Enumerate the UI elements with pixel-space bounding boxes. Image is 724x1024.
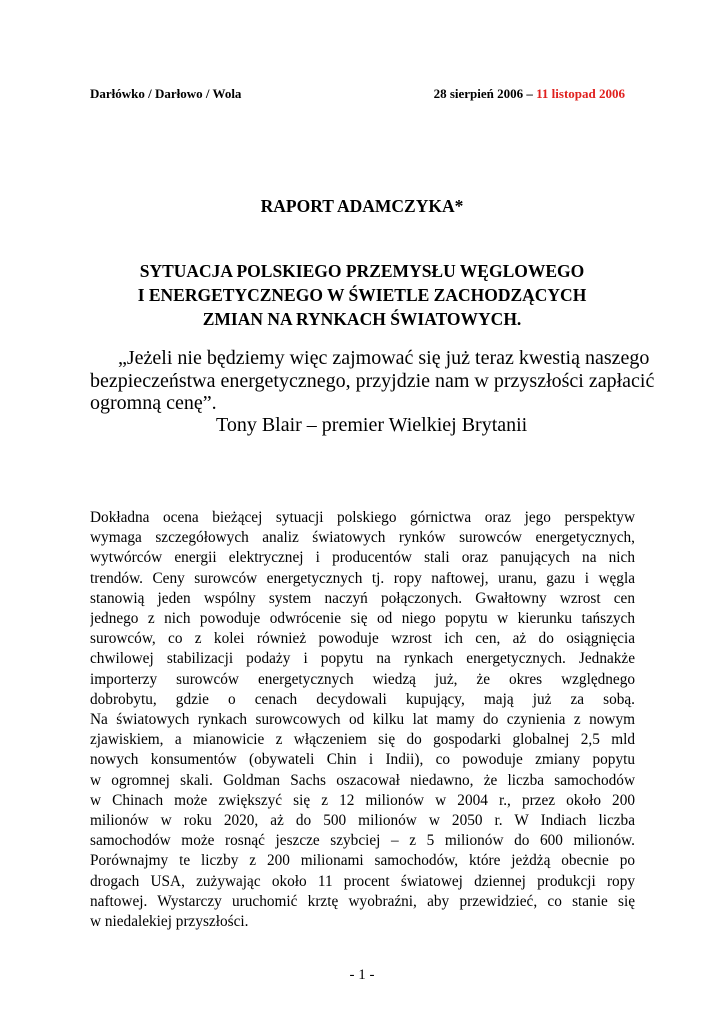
header-date-start: 28 sierpień 2006 – <box>433 86 537 101</box>
header-date-end: 11 listopad 2006 <box>536 86 625 101</box>
body-line: jednego z nich powoduje odwrócenie się od niego popytu w kierunku tańszych <box>90 610 635 628</box>
body-line: stanowią jeden wspólny system naczyń połączonych. Gwałtowny wzrost cen <box>90 589 635 607</box>
header-dates <box>434 86 625 102</box>
quote-author: Tony Blair – premier Wielkiej Brytanii <box>216 414 528 436</box>
body-line: milionów w roku 2020, aż do 500 milionów w 2050 r. W Indiach liczba <box>90 812 635 830</box>
body-paragraph <box>90 508 635 932</box>
body-line: drogach USA, zużywając około 11 procent światowej dziennej produkcji ropy <box>90 872 635 890</box>
body-line: Na światowych rynkach surowcowych od kilku lat mamy do czynienia z nowym <box>90 711 635 729</box>
body-line: naftowej. Wystarczy uruchomić krztę wyobraźni, aby przewidzieć, co stanie się <box>90 892 635 910</box>
body-line: wytwórców energii elektrycznej i producentów stali oraz panujących na nich <box>90 549 635 567</box>
quote-line: „Jeżeli nie będziemy więc zajmować się już teraz kwestią naszego <box>118 347 650 369</box>
report-subtitle <box>0 259 724 331</box>
body-line: trendów. Ceny surowców energetycznych tj. ropy naftowej, uranu, gazu i węgla <box>90 569 635 587</box>
body-line: chwilowej stabilizacji podaży i popytu na rynkach energetycznych. Jednakże <box>90 650 635 668</box>
body-line: Dokładna ocena bieżącej sytuacji polskiego górnictwa oraz jego perspektyw <box>90 509 635 526</box>
subtitle-line: SYTUACJA POLSKIEGO PRZEMYSŁU WĘGLOWEGO <box>139 261 585 281</box>
body-line: zjawiskiem, a mianowicie z włączeniem się do gospodarki globalnej 2,5 mld <box>90 731 635 749</box>
body-line: w Chinach może zwiększyć się z 12 milionów w 2004 r., przez około 200 <box>90 791 635 809</box>
report-title: RAPORT ADAMCZYKA* <box>260 196 464 216</box>
body-line: nowych konsumentów (obywateli Chin i Indii), co powoduje zmiany popytu <box>90 751 635 769</box>
quote-line: bezpieczeństwa energetycznego, przyjdzie nam w przyszłości zapłacić <box>90 369 655 392</box>
epigraph-quote <box>90 347 655 415</box>
page-number: - 1 - <box>349 967 375 983</box>
subtitle-line: ZMIAN NA RYNKACH ŚWIATOWYCH. <box>202 309 522 329</box>
body-line: w ogromnej skali. Goldman Sachs oszacował niedawno, że liczba samochodów <box>90 771 635 789</box>
quote-line: ogromną cenę”. <box>90 392 217 414</box>
body-line: wymaga szczegółowych analiz światowych rynków surowców energetycznych, <box>90 529 635 547</box>
body-line: samochodów może rosnąć jeszcze szybciej – z 5 milionów do 600 milionów. <box>90 832 635 850</box>
body-line: dobrobytu, gdzie o cenach decydowali kupujący, mają już za sobą. <box>90 690 635 708</box>
header-location: Darłówko / Darłowo / Wola <box>90 86 242 101</box>
body-line: surowców, co z kolei również powoduje wzrost ich cen, aż do osiągnięcia <box>90 630 635 648</box>
body-line: importerzy surowców energetycznych wiedzą już, że okres względnego <box>90 670 635 688</box>
body-line: Porównajmy te liczby z 200 milionami samochodów, które jeżdżą obecnie po <box>90 852 635 870</box>
body-line: w niedalekiej przyszłości. <box>90 913 249 931</box>
subtitle-line: I ENERGETYCZNEGO W ŚWIETLE ZACHODZĄCYCH <box>137 285 587 305</box>
